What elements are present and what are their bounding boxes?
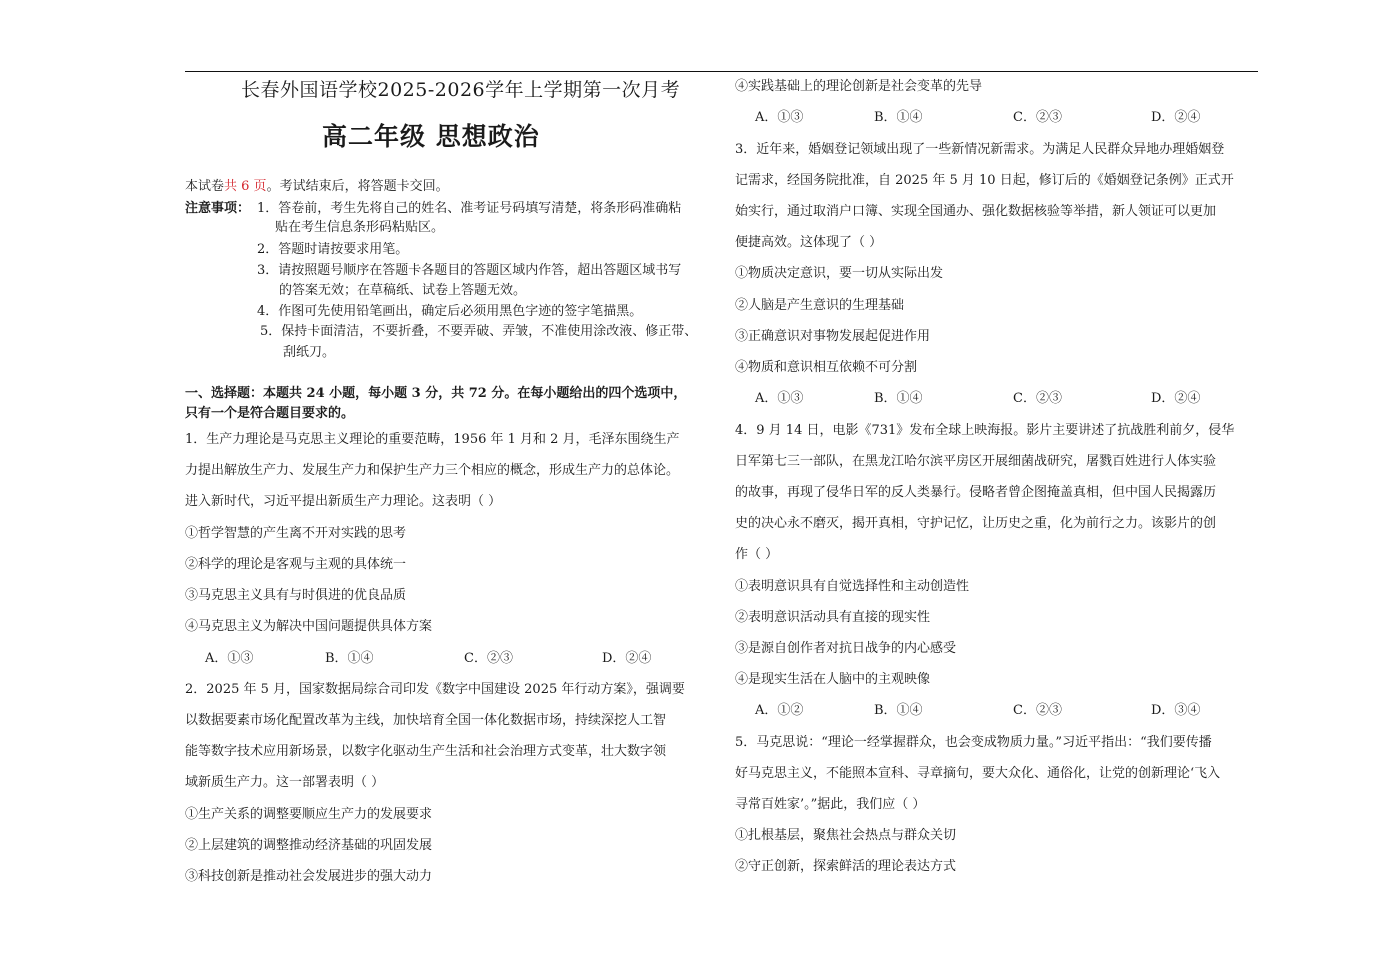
q1-item: ③马克思主义具有与时俱进的优良品质 (185, 588, 407, 603)
q3-item: ①物质决定意识，要一切从实际出发 (735, 266, 944, 281)
q3-stem: 记需求，经国务院批准，自 2025 年 5 月 10 日起，修订后的《婚姻登记条例》正式开 (735, 173, 1234, 188)
q4-stem: 作（ ） (735, 547, 779, 562)
q1-item: ④马克思主义为解决中国问题提供具体方案 (185, 619, 433, 634)
q5-stem: 好马克思主义，不能照本宣科、寻章摘句，要大众化、通俗化，让党的创新理论‘飞入 (735, 766, 1221, 781)
note-line: 3．请按照题号顺序在答题卡各题目的答题区域内作答，超出答题区域书写 (257, 263, 682, 278)
section-heading: 一、选择题：本题共 24 小题，每小题 3 分，共 72 分。在每小题给出的四个选项中， (185, 386, 687, 401)
q4-stem: 的故事，再现了侵华日军的反人类暴行。侵略者曾企图掩盖真相，但中国人民揭露历 (735, 485, 1217, 500)
q3-stem: 3．近年来，婚姻登记领域出现了一些新情况新需求。为满足人民群众异地办理婚姻登 (735, 142, 1225, 157)
q3-item: ②人脑是产生意识的生理基础 (735, 298, 905, 313)
note-line: 刮纸刀。 (283, 345, 336, 360)
q1-item: ②科学的理论是客观与主观的具体统一 (185, 557, 407, 572)
q4-item: ④是现实生活在人脑中的主观映像 (735, 672, 931, 687)
q4-stem: 日军第七三一部队，在黑龙江哈尔滨平房区开展细菌战研究，屠戮百姓进行人体实验 (735, 454, 1217, 469)
q4-stem: 史的决心永不磨灭，揭开真相，守护记忆，让历史之重，化为前行之力。该影片的创 (735, 516, 1217, 531)
q2-item: ①生产关系的调整要顺应生产力的发展要求 (185, 807, 433, 822)
note-line: 贴在考生信息条形码粘贴区。 (275, 220, 445, 235)
q4-option-c: C．②③ (1013, 703, 1062, 718)
q3-item: ④物质和意识相互依赖不可分割 (735, 360, 918, 375)
q2-stem: 2．2025 年 5 月，国家数据局综合司印发《数字中国建设 2025 年行动方案》，强调要 (185, 682, 685, 697)
subject-title: 高二年级 思想政治 (322, 122, 540, 151)
q2-option-d: D．②④ (1151, 110, 1201, 125)
q1-stem: 1．生产力理论是马克思主义理论的重要范畴，1956 年 1 月和 2 月，毛泽东围绕生产 (185, 432, 680, 447)
note-line: 的答案无效；在草稿纸、试卷上答题无效。 (279, 283, 527, 298)
q1-stem: 力提出解放生产力、发展生产力和保护生产力三个相应的概念，形成生产力的总体论。 (185, 463, 680, 478)
q4-option-a: A．①② (755, 703, 804, 718)
note-line: 2．答题时请按要求用笔。 (257, 242, 409, 257)
q1-option-b: B．①④ (325, 651, 374, 666)
q2-stem: 以数据要素市场化配置改革为主线，加快培育全国一体化数据市场，持续深挖人工智 (185, 713, 667, 728)
q4-stem: 4．9 月 14 日，电影《731》发布全球上映海报。影片主要讲述了抗战胜利前夕，侵华 (735, 423, 1235, 438)
q1-option-a: A．①③ (205, 651, 254, 666)
q2-stem: 能等数字技术应用新场景，以数字化驱动生产生活和社会治理方式变革，壮大数字领 (185, 744, 667, 759)
q3-stem: 便捷高效。这体现了（ ） (735, 235, 883, 250)
intro-part2: 。考试结束后，将答题卡交回。 (266, 179, 449, 194)
q4-item: ①表明意识具有自觉选择性和主动创造性 (735, 579, 970, 594)
section-heading: 只有一个是符合题目要求的。 (185, 406, 355, 421)
q4-option-b: B．①④ (874, 703, 923, 718)
q3-stem: 始实行，通过取消户口簿、实现全国通办、强化数据核验等举措，新人领证可以更加 (735, 204, 1217, 219)
q1-option-d: D．②④ (602, 651, 652, 666)
q2-stem: 域新质生产力。这一部署表明（ ） (185, 775, 385, 790)
q2-item: ②上层建筑的调整推动经济基础的巩固发展 (185, 838, 433, 853)
q4-item: ②表明意识活动具有直接的现实性 (735, 610, 931, 625)
q2-item: ④实践基础上的理论创新是社会变革的先导 (735, 79, 983, 94)
q1-option-c: C．②③ (464, 651, 513, 666)
q5-item: ②守正创新，探索鲜活的理论表达方式 (735, 859, 957, 874)
q3-option-c: C．②③ (1013, 391, 1062, 406)
q3-option-b: B．①④ (874, 391, 923, 406)
q2-option-c: C．②③ (1013, 110, 1062, 125)
q2-item: ③科技创新是推动社会发展进步的强大动力 (185, 869, 433, 884)
school-title: 长春外国语学校2025-2026学年上学期第一次月考 (241, 79, 681, 101)
intro-line (185, 178, 449, 196)
q2-option-b: B．①④ (874, 110, 923, 125)
q1-item: ①哲学智慧的产生离不开对实践的思考 (185, 526, 407, 541)
q3-option-a: A．①③ (755, 391, 804, 406)
q1-stem: 进入新时代，习近平提出新质生产力理论。这表明（ ） (185, 494, 502, 509)
q3-option-d: D．②④ (1151, 391, 1201, 406)
intro-pages: 共 6 页 (224, 179, 267, 194)
q2-option-a: A．①③ (755, 110, 804, 125)
note-line: 5．保持卡面清洁，不要折叠，不要弄破、弄皱，不准使用涂改液、修正带、 (260, 324, 698, 339)
header-rule (185, 71, 1258, 72)
note-line: 4．作图可先使用铅笔画出，确定后必须用黑色字迹的签字笔描黑。 (257, 304, 643, 319)
q5-item: ①扎根基层，聚焦社会热点与群众关切 (735, 828, 957, 843)
intro-part1: 本试卷 (185, 179, 225, 194)
notes-label: 注意事项： (185, 201, 251, 216)
q3-item: ③正确意识对事物发展起促进作用 (735, 329, 931, 344)
note-line: 1．答卷前，考生先将自己的姓名、准考证号码填写清楚，将条形码准确粘 (257, 201, 682, 216)
q5-stem: 5．马克思说：“理论一经掌握群众，也会变成物质力量。”习近平指出：“我们要传播 (735, 735, 1212, 750)
q4-option-d: D．③④ (1151, 703, 1201, 718)
q4-item: ③是源自创作者对抗日战争的内心感受 (735, 641, 957, 656)
q5-stem: 寻常百姓家’。”据此，我们应（ ） (735, 797, 926, 812)
